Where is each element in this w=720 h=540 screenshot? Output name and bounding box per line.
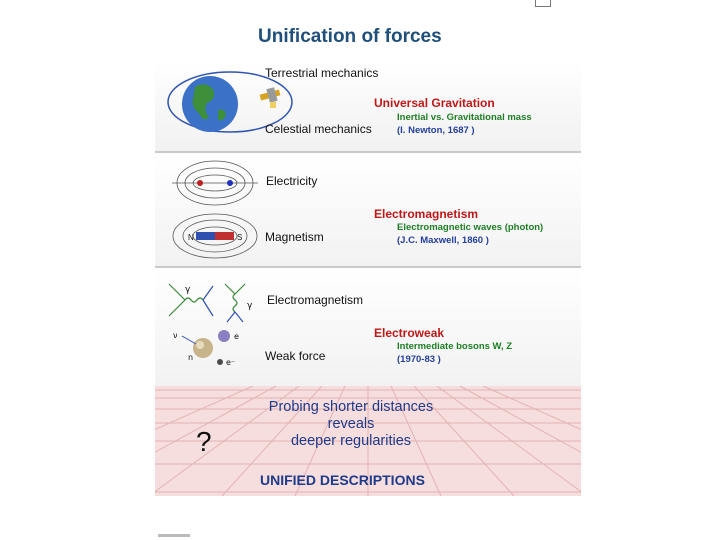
force-electromagnetism: Electromagnetism <box>374 207 479 221</box>
e-label: e <box>234 332 239 341</box>
question-mark: ? <box>196 426 212 457</box>
footnote-mark <box>158 534 190 537</box>
negative-charge <box>227 180 233 186</box>
electroweak-credit: (1970-83 ) <box>397 354 441 365</box>
positive-charge <box>197 180 203 186</box>
corner-window-icon <box>535 0 551 7</box>
probing-line-1: Probing shorter distances <box>268 399 434 415</box>
n-label: n <box>188 353 194 362</box>
electromagnetism-detail: Electromagnetic waves (photon) <box>397 222 544 233</box>
row-label-electricity: Electricity <box>266 174 318 188</box>
row-label-electromagnetism: Electromagnetism <box>267 293 364 307</box>
row-label-weak-force: Weak force <box>265 349 326 363</box>
earth-globe-icon <box>182 76 238 132</box>
gravitation-detail: Inertial vs. Gravitational mass <box>397 112 532 123</box>
electron-sphere <box>217 359 223 365</box>
electromagnetism-credit: (J.C. Maxwell, 1860 ) <box>397 235 489 246</box>
probing-line-2: reveals <box>327 416 375 432</box>
magnet-label-n: N <box>188 233 194 242</box>
electric-field-lines-illustration <box>170 156 260 210</box>
proton-sphere <box>218 330 230 342</box>
gamma-label-left: γ <box>185 285 191 295</box>
force-universal-gravitation: Universal Gravitation <box>374 96 495 110</box>
feynman-diagram-photon <box>165 280 260 325</box>
gamma-label-right: γ <box>247 301 253 311</box>
page-title: Unification of forces <box>258 26 442 47</box>
magnet-label-s: S <box>237 233 243 242</box>
weak-decay-illustration <box>168 324 258 370</box>
probing-text <box>258 399 444 450</box>
row-label-magnetism: Magnetism <box>265 230 324 244</box>
row-label-terrestrial: Terrestrial mechanics <box>265 66 379 80</box>
probing-line-3: deeper regularities <box>290 433 412 449</box>
e-minus-label: e⁻ <box>226 358 236 367</box>
satellite-icon <box>260 87 281 108</box>
magnetic-field-illustration <box>170 212 260 262</box>
force-electroweak: Electroweak <box>374 326 445 340</box>
gravitation-credit: (I. Newton, 1687 ) <box>397 125 475 136</box>
nu-label: ν <box>173 331 178 340</box>
neutron-sphere <box>193 338 213 358</box>
electroweak-detail: Intermediate bosons W, Z <box>397 341 513 352</box>
unified-descriptions: UNIFIED DESCRIPTIONS <box>260 472 425 488</box>
row-label-celestial: Celestial mechanics <box>265 122 372 136</box>
